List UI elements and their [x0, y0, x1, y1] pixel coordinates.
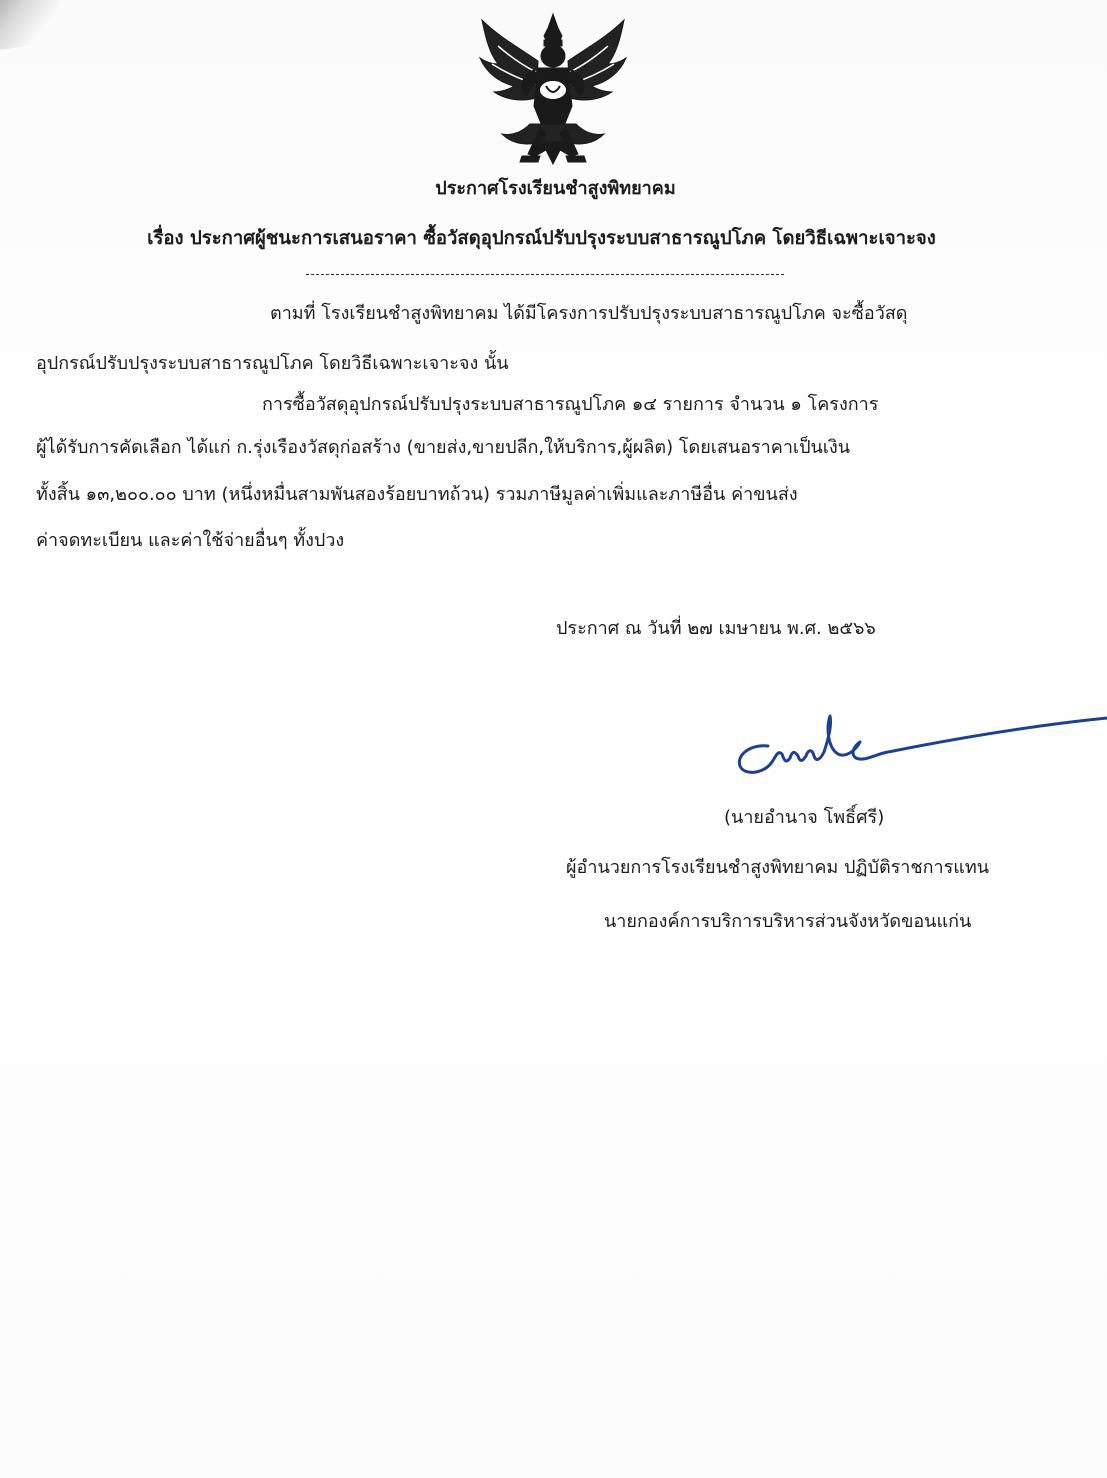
- paragraph-2-line-1: การซื้อวัสดุอุปกรณ์ปรับปรุงระบบสาธารณูปโภค ๑๔ รายการ จำนวน ๑ โครงการ: [262, 394, 879, 415]
- signatory-position-line-2: นายกองค์การบริการบริหารส่วนจังหวัดขอนแก่น: [604, 911, 972, 932]
- announcement-subject: เรื่อง ประกาศผู้ชนะการเสนอราคา ซื้อวัสดุอุปกรณ์ปรับปรุงระบบสาธารณูปโภค โดยวิธีเฉพาะเจาะจง: [147, 228, 936, 249]
- signatory-position-line-1: ผู้อำนวยการโรงเรียนชำสูงพิทยาคม ปฏิบัติราชการแทน: [566, 857, 990, 878]
- handwritten-signature-icon: [728, 700, 1107, 790]
- garuda-emblem-icon: [468, 6, 638, 176]
- page-corner-shadow: [0, 0, 64, 51]
- announcement-title: ประกาศโรงเรียนชำสูงพิทยาคม: [435, 178, 676, 199]
- announcement-date: ประกาศ ณ วันที่ ๒๗ เมษายน พ.ศ. ๒๕๖๖: [556, 618, 876, 639]
- paragraph-1-line-1: ตามที่ โรงเรียนชำสูงพิทยาคม ได้มีโครงการปรับปรุงระบบสาธารณูปโภค จะซื้อวัสดุ: [270, 303, 908, 324]
- paragraph-2-line-3: ทั้งสิ้น ๑๓,๒๐๐.๐๐ บาท (หนึ่งหมื่นสามพันสองร้อยบาทถ้วน) รวมภาษีมูลค่าเพิ่มและภาษีอื่น ค่าขนส่ง: [36, 484, 798, 505]
- paragraph-2-line-2: ผู้ได้รับการคัดเลือก ได้แก่ ก.รุ่งเรืองวัสดุก่อสร้าง (ขายส่ง,ขายปลีก,ให้บริการ,ผู้ผลิต) โดยเสนอราคาเป็นเงิน: [36, 437, 851, 458]
- paragraph-1-line-2: อุปกรณ์ปรับปรุงระบบสาธารณูปโภค โดยวิธีเฉพาะเจาะจง นั้น: [36, 353, 509, 374]
- dashed-divider: [306, 274, 784, 275]
- signatory-name: (นายอำนาจ โพธิ์ศรี): [724, 807, 885, 828]
- paragraph-2-line-4: ค่าจดทะเบียน และค่าใช้จ่ายอื่นๆ ทั้งปวง: [36, 530, 345, 551]
